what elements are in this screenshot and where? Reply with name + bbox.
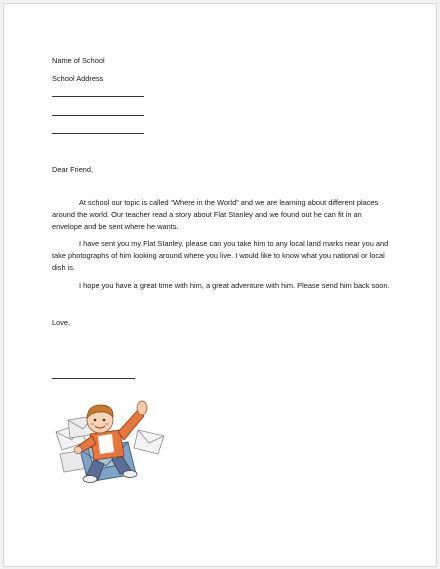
greeting: Dear Friend,	[52, 165, 94, 174]
school-name: Name of School	[52, 56, 105, 65]
signature-line	[52, 378, 135, 379]
boy-head	[87, 405, 113, 433]
school-address: School Address	[52, 74, 104, 83]
paragraph-1: At school our topic is called “Where in the World” and we are learning about different places around the world. Our teacher read a story about Flat Stanley and we found out he can fit in an envelope and be sent where he wants.	[52, 198, 379, 231]
envelope-right	[134, 430, 164, 454]
address-line-1	[52, 96, 144, 97]
address-line-3	[52, 133, 144, 134]
raised-hand	[137, 401, 147, 415]
closing: Love,	[52, 318, 71, 327]
paragraph-3: I hope you have a great time with him, a great adventure with him. Please send him back soon.	[79, 281, 390, 290]
address-line-2	[52, 115, 144, 116]
flat-stanley-illustration	[54, 390, 166, 484]
letter-page	[3, 3, 437, 567]
paragraph-2: I have sent you my Flat Stanley, please can you take him to any local land marks near you and take photographs of him looking around where you live. I would like to know what you national or local dish is.	[52, 239, 389, 272]
